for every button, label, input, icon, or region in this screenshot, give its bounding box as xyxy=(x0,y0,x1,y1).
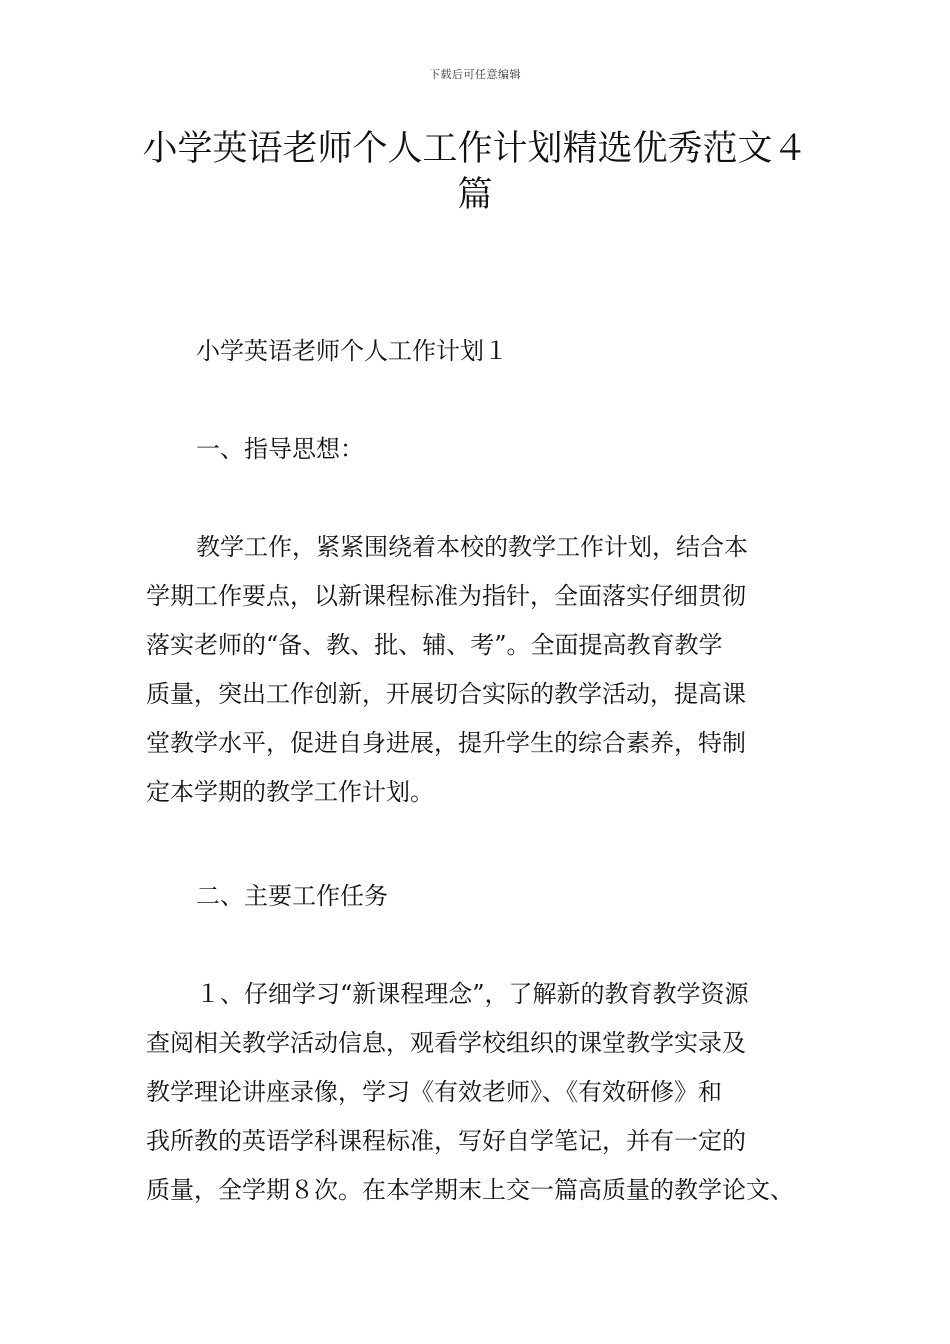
paragraph-line: 质量，突出工作创新，开展切合实际的教学活动，提高课 xyxy=(146,680,746,708)
paragraph-line: 落实老师的“备、教、批、辅、考”。全面提高教育教学 xyxy=(146,631,723,659)
paragraph-line: 教学理论讲座录像，学习《有效老师》、《有效研修》和 xyxy=(146,1078,722,1106)
document-title xyxy=(120,126,830,218)
paragraph-line: 质量，全学期８次。在本学期末上交一篇高质量的教学论文、 xyxy=(146,1176,794,1204)
paragraph-line: 教学工作，紧紧围绕着本校的教学工作计划，结合本 xyxy=(196,533,748,561)
paragraph-line: 定本学期的教学工作计划。 xyxy=(146,778,434,806)
paragraph-guiding-ideology xyxy=(146,523,836,817)
heading-main-tasks: 二、主要工作任务 xyxy=(196,882,388,910)
section-subtitle: 小学英语老师个人工作计划１ xyxy=(196,337,508,365)
heading-guiding-ideology: 一、指导思想： xyxy=(196,435,364,463)
header-note: 下载后可任意编辑 xyxy=(429,68,521,81)
paragraph-line: 学期工作要点，以新课程标准为指针，全面落实仔细贯彻 xyxy=(146,582,746,610)
paragraph-main-tasks xyxy=(146,970,836,1215)
title-line-2: 篇 xyxy=(457,175,493,215)
paragraph-line: 查阅相关教学活动信息，观看学校组织的课堂教学实录及 xyxy=(146,1029,746,1057)
paragraph-line: １、仔细学习“新课程理念”，了解新的教育教学资源 xyxy=(196,980,749,1008)
title-line-1: 小学英语老师个人工作计划精选优秀范文４ xyxy=(142,129,808,169)
paragraph-line: 我所教的英语学科课程标准，写好自学笔记，并有一定的 xyxy=(146,1127,746,1155)
paragraph-line: 堂教学水平，促进自身进展，提升学生的综合素养，特制 xyxy=(146,729,746,757)
